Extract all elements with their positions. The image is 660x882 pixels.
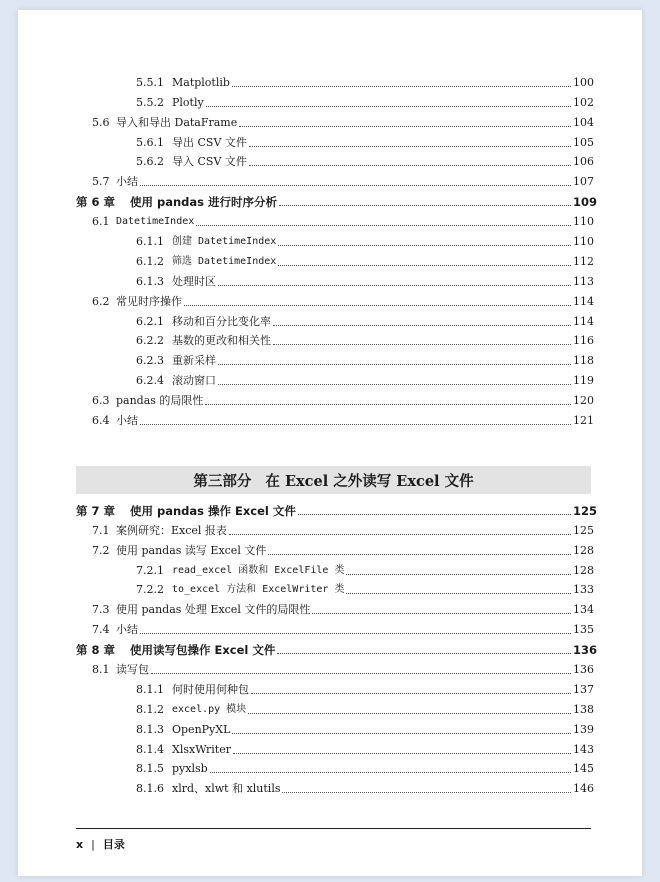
toc-entry-number: 5.6.1 xyxy=(136,135,164,149)
toc-entry-number: 8.1.5 xyxy=(136,762,164,776)
toc-entry-title: 导出 CSV 文件 xyxy=(172,135,247,149)
toc-entry-number: 6.3 xyxy=(92,394,110,408)
toc-entry-title: 基数的更改和相关性 xyxy=(172,334,271,348)
toc-entry-number: 5.6 xyxy=(92,115,110,129)
toc-entry-page: 138 xyxy=(573,702,594,716)
toc-section-top xyxy=(76,70,598,428)
dot-leader xyxy=(278,245,571,246)
dot-leader xyxy=(229,534,571,535)
toc-entry-number: 第 7 章 xyxy=(76,503,116,518)
toc-entry-page: 110 xyxy=(573,235,594,249)
toc-entry[interactable] xyxy=(76,388,594,408)
toc-entry-title: 小结 xyxy=(116,175,138,189)
dot-leader xyxy=(312,613,571,614)
toc-entry[interactable] xyxy=(76,677,594,697)
toc-entry-page: 135 xyxy=(573,623,594,637)
toc-entry-number: 8.1 xyxy=(92,663,110,677)
toc-entry-number: 6.4 xyxy=(92,414,110,428)
toc-entry[interactable] xyxy=(76,229,594,249)
toc-entry-page: 136 xyxy=(573,663,594,677)
toc-entry-title: 小结 xyxy=(116,414,138,428)
toc-entry-page: 114 xyxy=(573,294,594,308)
dot-leader xyxy=(196,225,571,226)
toc-entry-number: 5.5.2 xyxy=(136,95,164,109)
toc-chapter-entry[interactable] xyxy=(76,189,598,210)
toc-entry[interactable] xyxy=(76,289,594,309)
toc-entry-title: 使用读写包操作 Excel 文件 xyxy=(130,643,276,658)
dot-leader xyxy=(210,772,571,773)
toc-entry-title: 使用 pandas 操作 Excel 文件 xyxy=(130,503,296,518)
toc-entry-title: Plotly xyxy=(172,95,204,109)
toc-entry-number: 7.2 xyxy=(92,543,110,557)
dot-leader xyxy=(239,126,571,127)
toc-entry[interactable] xyxy=(76,90,594,110)
toc-entry[interactable] xyxy=(76,538,594,558)
toc-entry[interactable] xyxy=(76,169,594,189)
toc-entry[interactable] xyxy=(76,110,594,130)
part-heading xyxy=(76,466,591,494)
dot-leader xyxy=(233,753,571,754)
dot-leader xyxy=(184,305,571,306)
dot-leader xyxy=(273,344,571,345)
toc-entry[interactable] xyxy=(76,617,594,637)
dot-leader xyxy=(282,792,571,793)
toc-entry-title: 使用 pandas 处理 Excel 文件的局限性 xyxy=(116,603,311,617)
dot-leader xyxy=(277,653,571,654)
dot-leader xyxy=(251,693,571,694)
toc-entry-number: 7.4 xyxy=(92,623,110,637)
toc-entry-title: 处理时区 xyxy=(172,274,216,288)
dot-leader xyxy=(298,514,571,515)
toc-entry[interactable] xyxy=(76,70,594,90)
toc-entry[interactable] xyxy=(76,209,594,229)
dot-leader xyxy=(248,713,571,714)
toc-entry[interactable] xyxy=(76,697,594,717)
toc-entry-number: 6.1.1 xyxy=(136,235,164,249)
dot-leader xyxy=(140,185,571,186)
toc-entry-page: 120 xyxy=(573,394,594,408)
footer-label: 目录 xyxy=(102,838,125,851)
toc-section-bottom xyxy=(76,498,598,796)
toc-entry-number: 5.6.2 xyxy=(136,155,164,169)
toc-entry-title: excel.py 模块 xyxy=(172,703,247,715)
toc-entry-title: 滚动窗口 xyxy=(172,374,216,388)
toc-entry-number: 8.1.6 xyxy=(136,782,164,796)
toc-entry-number: 5.5.1 xyxy=(136,75,164,89)
toc-entry-page: 145 xyxy=(573,762,594,776)
dot-leader xyxy=(268,554,571,555)
toc-entry[interactable] xyxy=(76,757,594,777)
toc-entry-number: 8.1.2 xyxy=(136,702,164,716)
dot-leader xyxy=(218,285,571,286)
toc-entry-title: DatetimeIndex xyxy=(116,216,195,228)
toc-entry-title: 重新采样 xyxy=(172,354,216,368)
dot-leader xyxy=(249,165,571,166)
toc-entry-page: 114 xyxy=(573,314,594,328)
toc-entry-number: 6.2.3 xyxy=(136,354,164,368)
toc-entry-title: 筛选 DatetimeIndex xyxy=(172,255,277,267)
toc-entry-title: 使用 pandas 进行时序分析 xyxy=(130,195,278,210)
toc-entry-page: 121 xyxy=(573,414,594,428)
dot-leader xyxy=(346,574,571,575)
toc-entry-title: 移动和百分比变化率 xyxy=(172,314,271,328)
toc-entry-page: 134 xyxy=(573,603,594,617)
part-title: 在 Excel 之外读写 Excel 文件 xyxy=(265,472,474,490)
toc-entry-title: 导入和导出 DataFrame xyxy=(116,115,238,129)
part-label: 第三部分 xyxy=(193,472,252,490)
toc-entry-title: pyxlsb xyxy=(172,762,208,776)
toc-entry-number: 6.1.2 xyxy=(136,254,164,268)
dot-leader xyxy=(206,106,571,107)
toc-entry[interactable] xyxy=(76,737,594,757)
dot-leader xyxy=(273,325,571,326)
toc-entry-number: 6.2 xyxy=(92,294,110,308)
toc-entry-page: 125 xyxy=(573,523,594,537)
dot-leader xyxy=(278,265,571,266)
toc-entry-title: 常见时序操作 xyxy=(116,294,182,308)
footer-separator: | xyxy=(91,838,95,851)
toc-entry-page: 133 xyxy=(573,583,594,597)
toc-entry-page: 110 xyxy=(573,215,594,229)
toc-entry[interactable] xyxy=(76,518,594,538)
dot-leader xyxy=(205,404,571,405)
toc-entry-page: 128 xyxy=(573,543,594,557)
footer-page-number: x xyxy=(76,838,84,851)
toc-entry[interactable] xyxy=(76,130,594,150)
footer-rule xyxy=(76,828,591,829)
toc-entry-number: 7.2.1 xyxy=(136,563,164,577)
toc-entry-page: 100 xyxy=(573,75,594,89)
toc-entry-title: to_excel 方法和 ExcelWriter 类 xyxy=(172,584,345,596)
toc-entry-number: 7.2.2 xyxy=(136,583,164,597)
toc-entry-title: 读写包 xyxy=(116,663,149,677)
toc-entry-title: Matplotlib xyxy=(172,75,230,89)
toc-entry-title: read_excel 函数和 ExcelFile 类 xyxy=(172,564,345,576)
dot-leader xyxy=(140,424,571,425)
toc-entry-page: 102 xyxy=(573,95,594,109)
toc-entry-page: 107 xyxy=(573,175,594,189)
toc-entry-number: 7.3 xyxy=(92,603,110,617)
toc-entry-title: XlsxWriter xyxy=(172,742,231,756)
toc-entry-page: 125 xyxy=(573,503,598,518)
toc-entry-number: 5.7 xyxy=(92,175,110,189)
toc-entry-title: 使用 pandas 读写 Excel 文件 xyxy=(116,543,267,557)
toc-entry[interactable] xyxy=(76,657,594,677)
toc-entry-page: 143 xyxy=(573,742,594,756)
toc-entry-page: 116 xyxy=(573,334,594,348)
toc-entry[interactable] xyxy=(76,578,594,598)
toc-entry-page: 118 xyxy=(573,354,594,368)
toc-entry-title: 创建 DatetimeIndex xyxy=(172,236,277,248)
toc-entry[interactable] xyxy=(76,717,594,737)
toc-entry-page: 109 xyxy=(573,195,598,210)
toc-entry-page: 146 xyxy=(573,782,594,796)
book-page xyxy=(18,10,642,876)
toc-entry[interactable] xyxy=(76,408,594,428)
toc-chapter-entry[interactable] xyxy=(76,637,598,658)
toc-entry[interactable] xyxy=(76,348,594,368)
toc-entry-number: 6.1 xyxy=(92,215,110,229)
dot-leader xyxy=(346,593,571,594)
toc-entry-number: 第 6 章 xyxy=(76,195,116,210)
toc-entry[interactable] xyxy=(76,309,594,329)
toc-entry-number: 8.1.4 xyxy=(136,742,164,756)
toc-entry-page: 113 xyxy=(573,274,594,288)
toc-entry-number: 6.2.2 xyxy=(136,334,164,348)
toc-entry-page: 136 xyxy=(573,643,598,658)
toc-entry-title: 小结 xyxy=(116,623,138,637)
dot-leader xyxy=(151,673,571,674)
toc-entry-page: 139 xyxy=(573,722,594,736)
toc-entry[interactable] xyxy=(76,249,594,269)
toc-entry[interactable] xyxy=(76,776,594,796)
toc-entry-title: 案例研究：Excel 报表 xyxy=(116,523,227,537)
toc-entry[interactable] xyxy=(76,558,594,578)
toc-entry[interactable] xyxy=(76,150,594,170)
toc-entry-number: 6.2.1 xyxy=(136,314,164,328)
toc-entry-number: 7.1 xyxy=(92,523,110,537)
toc-entry-number: 8.1.3 xyxy=(136,722,164,736)
toc-entry-number: 第 8 章 xyxy=(76,643,116,658)
toc-entry[interactable] xyxy=(76,269,594,289)
toc-entry-title: OpenPyXL xyxy=(172,722,231,736)
dot-leader xyxy=(232,86,571,87)
dot-leader xyxy=(232,733,571,734)
toc-entry-number: 6.2.4 xyxy=(136,374,164,388)
dot-leader xyxy=(249,146,571,147)
toc-entry-page: 137 xyxy=(573,682,594,696)
toc-entry-title: 何时使用何种包 xyxy=(172,682,249,696)
toc-entry-page: 119 xyxy=(573,374,594,388)
toc-entry-page: 106 xyxy=(573,155,594,169)
dot-leader xyxy=(279,205,571,206)
toc-entry-title: 导入 CSV 文件 xyxy=(172,155,247,169)
page-footer xyxy=(76,836,125,852)
toc-entry[interactable] xyxy=(76,329,594,349)
dot-leader xyxy=(218,364,571,365)
toc-entry[interactable] xyxy=(76,368,594,388)
toc-entry-page: 128 xyxy=(573,563,594,577)
toc-entry[interactable] xyxy=(76,597,594,617)
dot-leader xyxy=(218,384,571,385)
toc-entry-page: 104 xyxy=(573,115,594,129)
toc-entry-page: 105 xyxy=(573,135,594,149)
dot-leader xyxy=(140,633,571,634)
toc-entry-title: xlrd、xlwt 和 xlutils xyxy=(172,782,281,796)
toc-entry-title: pandas 的局限性 xyxy=(116,394,204,408)
toc-chapter-entry[interactable] xyxy=(76,498,598,518)
toc-entry-number: 6.1.3 xyxy=(136,274,164,288)
toc-entry-number: 8.1.1 xyxy=(136,682,164,696)
toc-entry-page: 112 xyxy=(573,254,594,268)
